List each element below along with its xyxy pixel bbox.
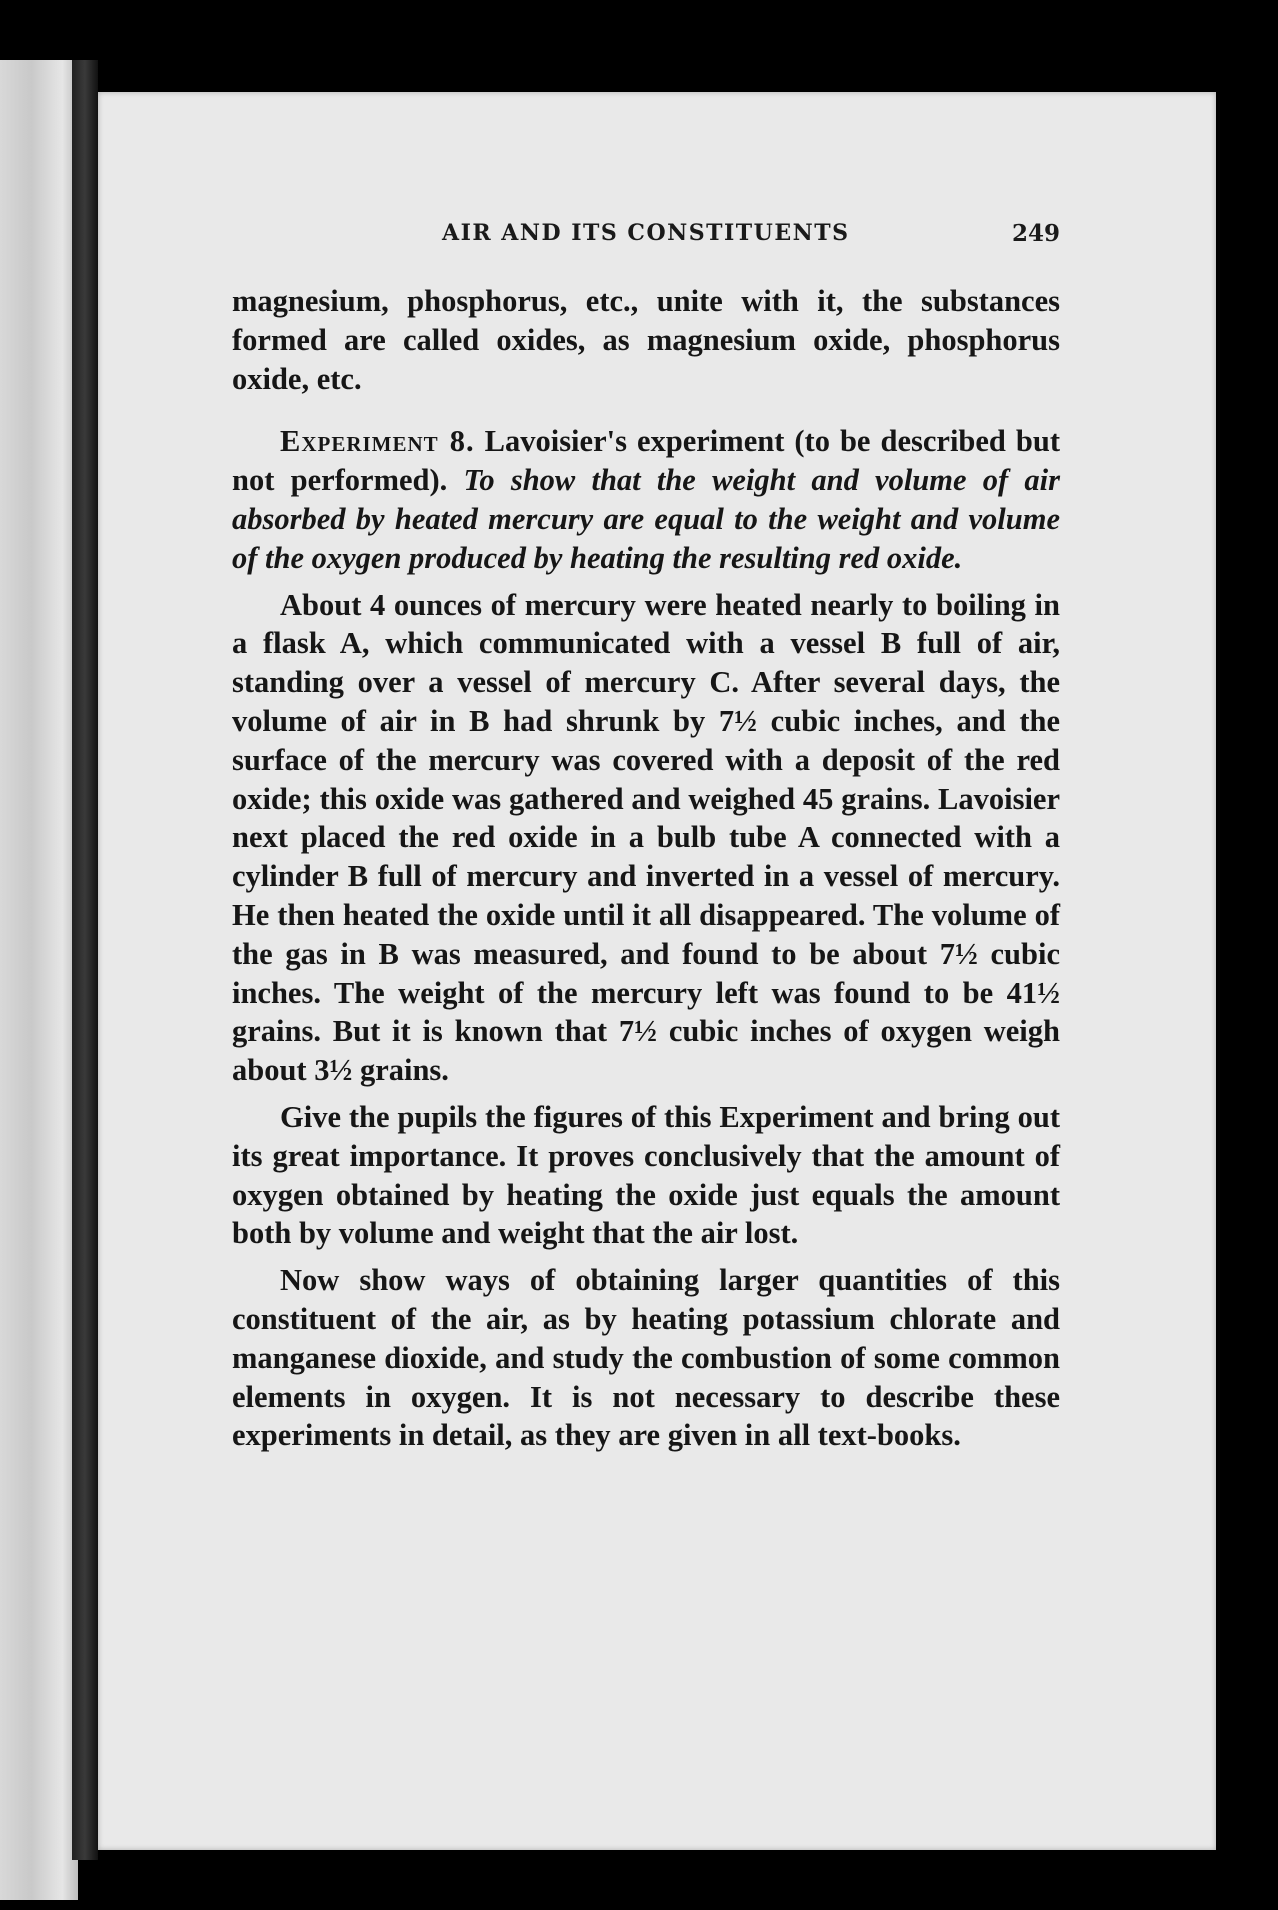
paragraph-lavoisier-procedure: About 4 ounces of mercury were heated nearly to boiling in a flask A, which communicated with a vessel B full of air, standing over a vessel of mercury C. After several days, the volume of air in B had shrunk by 7½ cubic inches, and the surface of the mercury was covered with a deposit of the red oxide; this oxide was gathered and weighed 45 grains. Lavoisier next placed the red oxide in a bulb tube A connected with a cylinder B full of mercury and inverted in a vessel of mercury. He then heated the oxide until it all disappeared. The volume of the gas in B was measured, and found to be about 7½ cubic inches. The weight of the mercury left was found to be 41½ grains. But it is known that 7½ cubic inches of oxygen weigh about 3½ grains. (232, 587, 1060, 1088)
paragraph-continuation: magnesium, phosphorus, etc., unite with it, the substances formed are called oxides, as magnesium oxide, phosphorus oxide, etc. (232, 284, 1060, 396)
paragraph-oxygen-methods: Now show ways of obtaining larger quantities of this constituent of the air, as by heating potassium chlorate and manganese dioxide, and study the combustion of some common elements in oxygen. It is not necessary to describe these experiments in detail, as they are given in all text-books. (232, 1263, 1060, 1453)
paragraph-experiment-8 (232, 422, 1060, 577)
page-number: 249 (1011, 220, 1060, 247)
running-head (250, 220, 1070, 260)
experiment-aim: To show that the weight and volume of air absorbed by heated mercury are equal to the weight and volume of the oxygen produced by heating the resulting red oxide. (232, 463, 1060, 575)
experiment-description: Lavoisier's experiment (to be described but not performed). (232, 424, 1060, 498)
facing-page-edge (0, 60, 78, 1900)
page-body (232, 282, 1060, 1455)
running-head-title: AIR AND ITS CONSTITUENTS (442, 220, 850, 246)
book-spine-shadow (72, 60, 98, 1860)
paragraph-teaching-note: Give the pupils the figures of this Experiment and bring out its great importance. It proves conclusively that the amount of oxygen obtained by heating the oxide just equals the amount both by volume and weight that the air lost. (232, 1099, 1060, 1251)
experiment-heading: Experiment 8. (280, 424, 475, 459)
